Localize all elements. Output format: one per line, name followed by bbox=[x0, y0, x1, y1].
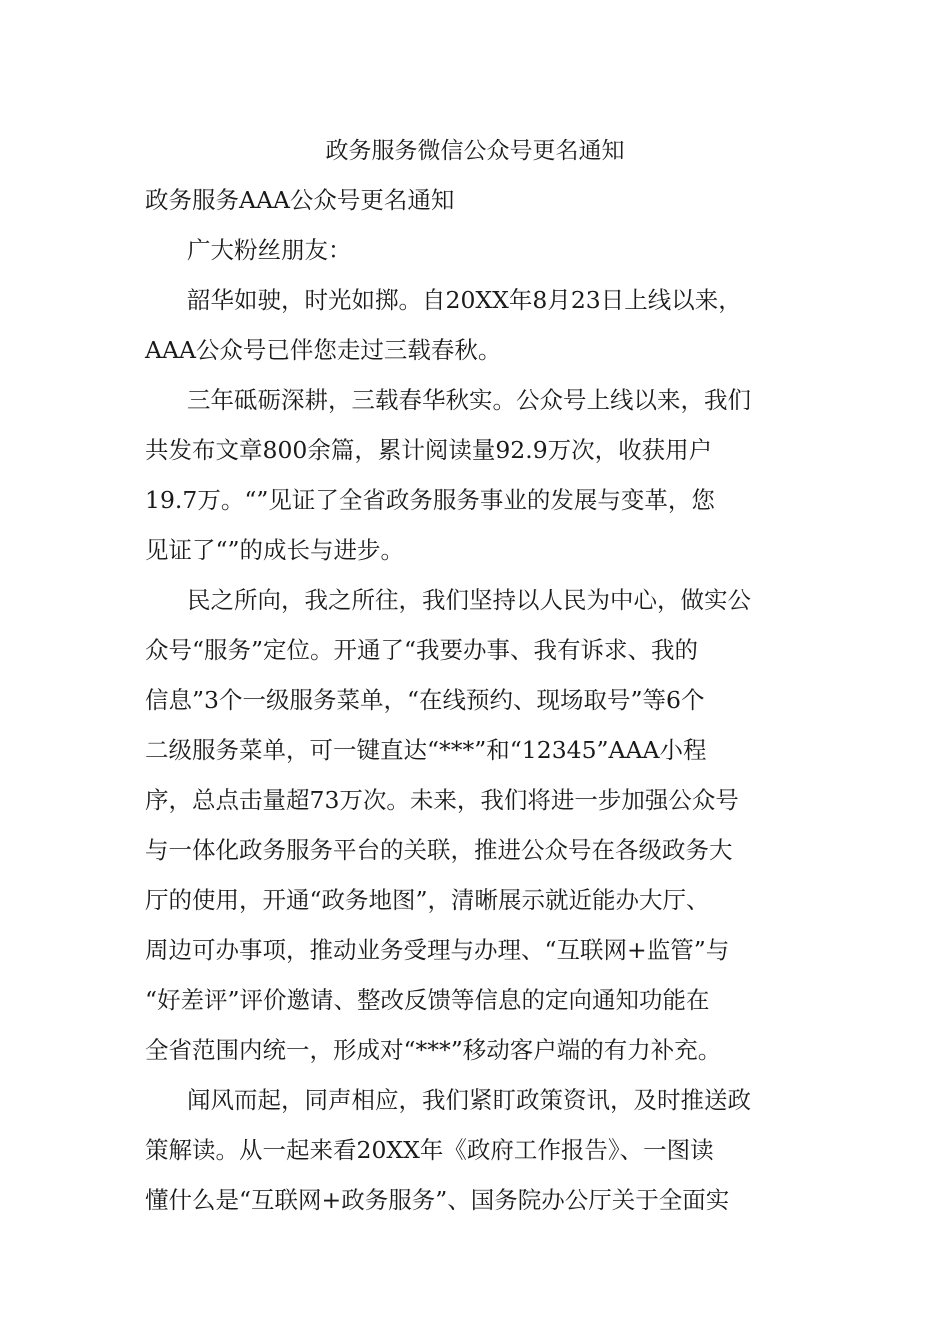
paragraph-2-line-1: 三年砥砺深耕，三载春华秋实。公众号上线以来，我们 bbox=[187, 386, 751, 414]
paragraph-3-line-7: 厅的使用，开通“政务地图”，清晰展示就近能办大厅、 bbox=[145, 886, 710, 914]
paragraph-4-line-3: 懂什么是“互联网+政务服务”、国务院办公厅关于全面实 bbox=[145, 1186, 730, 1214]
greeting: 广大粉丝朋友： bbox=[187, 236, 352, 264]
paragraph-3-line-10: 全省范围内统一，形成对“***”移动客户端的有力补充。 bbox=[145, 1036, 722, 1064]
paragraph-4-line-1: 闻风而起，同声相应，我们紧盯政策资讯，及时推送政 bbox=[187, 1086, 751, 1114]
paragraph-3-line-1: 民之所向，我之所往，我们坚持以人民为中心，做实公 bbox=[187, 586, 751, 614]
paragraph-3-line-6: 与一体化政务服务平台的关联，推进公众号在各级政务大 bbox=[145, 836, 733, 864]
paragraph-2-line-2: 共发布文章800余篇，累计阅读量92.9万次，收获用户 bbox=[145, 436, 713, 464]
document-title: 政务服务微信公众号更名通知 bbox=[325, 138, 625, 164]
paragraph-3-line-5: 序，总点击量超73万次。未来，我们将进一步加强公众号 bbox=[145, 786, 739, 814]
paragraph-2-line-3: 19.7万。“”见证了全省政务服务事业的发展与变革，您 bbox=[145, 486, 715, 514]
paragraph-2-line-4: 见证了“”的成长与进步。 bbox=[145, 536, 405, 564]
paragraph-3-line-2: 众号“服务”定位。开通了“我要办事、我有诉求、我的 bbox=[145, 636, 699, 664]
paragraph-1-line-2: AAA公众号已伴您走过三载春秋。 bbox=[145, 336, 502, 364]
paragraph-3-line-8: 周边可办事项，推动业务受理与办理、“互联网+监管”与 bbox=[145, 936, 730, 964]
paragraph-4-line-2: 策解读。从一起来看20XX年《政府工作报告》、一图读 bbox=[145, 1136, 714, 1164]
paragraph-1-line-1: 韶华如驶，时光如掷。自20XX年8月23日上线以来， bbox=[187, 286, 742, 314]
document-subtitle: 政务服务AAA公众号更名通知 bbox=[145, 186, 455, 214]
paragraph-3-line-3: 信息”3个一级服务菜单，“在线预约、现场取号”等6个 bbox=[145, 686, 705, 714]
paragraph-3-line-4: 二级服务菜单，可一键直达“***”和“12345”AAA小程 bbox=[145, 736, 707, 764]
paragraph-3-line-9: “好差评”评价邀请、整改反馈等信息的定向通知功能在 bbox=[145, 986, 710, 1014]
